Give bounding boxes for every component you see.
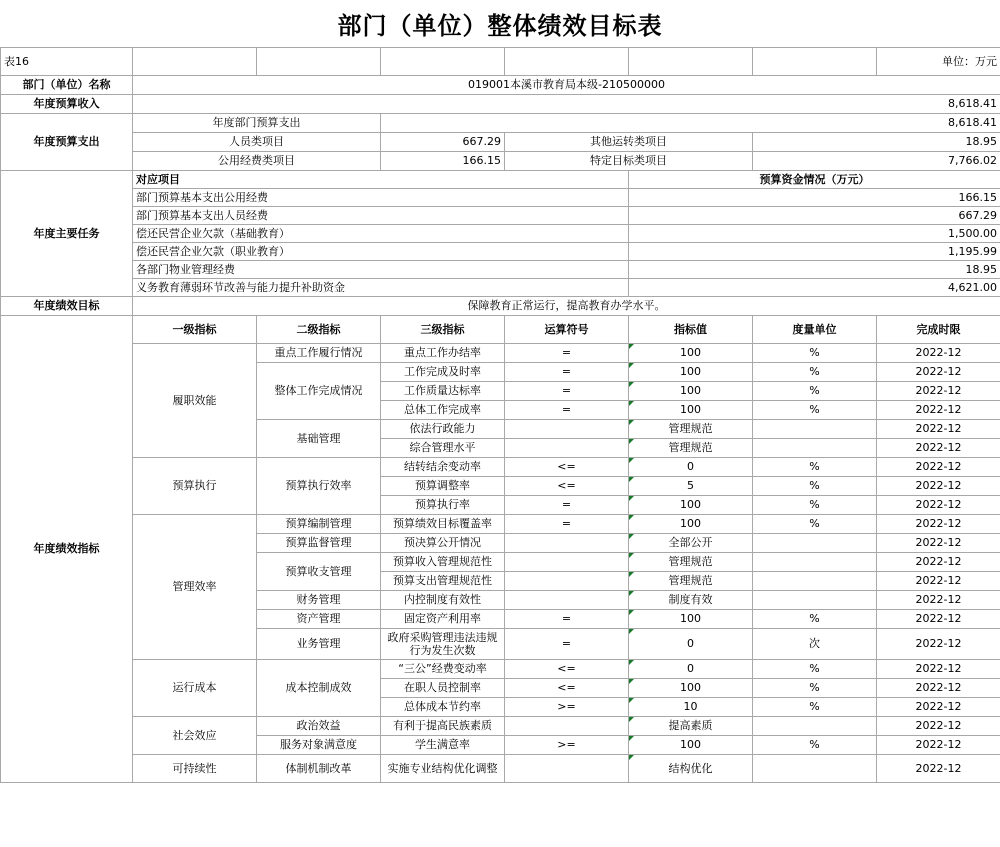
deadline-cell: 2022-12 — [877, 477, 1000, 496]
operator-cell: = — [505, 610, 629, 629]
operator-cell: = — [505, 401, 629, 420]
table-row — [1, 458, 1000, 477]
operator-cell — [505, 553, 629, 572]
level2-cell: 业务管理 — [257, 629, 381, 660]
level2-cell: 基础管理 — [257, 420, 381, 458]
unit-cell — [753, 717, 877, 736]
deadline-cell: 2022-12 — [877, 698, 1000, 717]
header-unit: 度量单位 — [753, 316, 877, 344]
unit-cell — [753, 439, 877, 458]
expense-personnel-row — [1, 133, 1000, 152]
level3-cell: 重点工作办结率 — [381, 344, 505, 363]
unit-cell: % — [753, 610, 877, 629]
tasks-col-fund: 预算资金情况（万元） — [629, 171, 1000, 189]
task-amount: 4,621.00 — [629, 279, 1000, 297]
level1-cell: 可持续性 — [133, 755, 257, 783]
value-cell: 管理规范 — [629, 553, 753, 572]
operator-cell: = — [505, 344, 629, 363]
task-name: 各部门物业管理经费 — [133, 261, 629, 279]
value-cell: 管理规范 — [629, 572, 753, 591]
operator-cell — [505, 755, 629, 783]
level3-cell: 工作质量达标率 — [381, 382, 505, 401]
table-row — [1, 344, 1000, 363]
unit-cell — [753, 755, 877, 783]
value-cell: 0 — [629, 660, 753, 679]
special-value: 7,766.02 — [753, 152, 1000, 171]
task-row — [1, 243, 1000, 261]
value-cell: 100 — [629, 344, 753, 363]
goal-row — [1, 297, 1000, 316]
other-value: 18.95 — [753, 133, 1000, 152]
level3-cell: 在职人员控制率 — [381, 679, 505, 698]
unit-label: 单位：万元 — [877, 48, 1000, 76]
deadline-cell: 2022-12 — [877, 420, 1000, 439]
dept-row — [1, 76, 1000, 95]
deadline-cell: 2022-12 — [877, 382, 1000, 401]
unit-cell: % — [753, 458, 877, 477]
operator-cell — [505, 572, 629, 591]
unit-cell: % — [753, 382, 877, 401]
value-cell: 5 — [629, 477, 753, 496]
level3-cell: 预算绩效目标覆盖率 — [381, 515, 505, 534]
level3-cell: 预算执行率 — [381, 496, 505, 515]
value-cell: 100 — [629, 515, 753, 534]
task-amount: 667.29 — [629, 207, 1000, 225]
value-cell: 100 — [629, 679, 753, 698]
operator-cell: <= — [505, 660, 629, 679]
table-row — [1, 515, 1000, 534]
other-label: 其他运转类项目 — [505, 133, 753, 152]
task-amount: 1,195.99 — [629, 243, 1000, 261]
info-row — [1, 48, 1000, 76]
deadline-cell: 2022-12 — [877, 401, 1000, 420]
operator-cell: = — [505, 363, 629, 382]
level3-cell: 学生满意率 — [381, 736, 505, 755]
task-row — [1, 261, 1000, 279]
level3-cell: 总体工作完成率 — [381, 401, 505, 420]
level2-cell: 整体工作完成情况 — [257, 363, 381, 420]
value-cell: 100 — [629, 736, 753, 755]
level3-cell: 实施专业结构优化调整 — [381, 755, 505, 783]
deadline-cell: 2022-12 — [877, 344, 1000, 363]
level3-cell: 结转结余变动率 — [381, 458, 505, 477]
level3-cell: 预算支出管理规范性 — [381, 572, 505, 591]
deadline-cell: 2022-12 — [877, 553, 1000, 572]
tasks-col-item: 对应项目 — [133, 171, 629, 189]
level2-cell: 服务对象满意度 — [257, 736, 381, 755]
table-row — [1, 755, 1000, 783]
level1-cell: 管理效率 — [133, 515, 257, 660]
page-title: 部门（单位）整体绩效目标表 — [337, 12, 663, 40]
level3-cell: 内控制度有效性 — [381, 591, 505, 610]
task-name: 义务教育薄弱环节改善与能力提升补助资金 — [133, 279, 629, 297]
unit-cell: % — [753, 679, 877, 698]
level2-cell: 政治效益 — [257, 717, 381, 736]
deadline-cell: 2022-12 — [877, 496, 1000, 515]
public-label: 公用经费类项目 — [133, 152, 381, 171]
unit-cell: % — [753, 736, 877, 755]
expense-public-row — [1, 152, 1000, 171]
task-name: 部门预算基本支出人员经费 — [133, 207, 629, 225]
operator-cell: = — [505, 629, 629, 660]
operator-cell: >= — [505, 698, 629, 717]
value-cell: 管理规范 — [629, 439, 753, 458]
level2-cell: 预算收支管理 — [257, 553, 381, 591]
deadline-cell: 2022-12 — [877, 572, 1000, 591]
level3-cell: 预决算公开情况 — [381, 534, 505, 553]
income-value: 8,618.41 — [133, 95, 1000, 114]
level2-cell: 预算执行效率 — [257, 458, 381, 515]
value-cell: 制度有效 — [629, 591, 753, 610]
income-label: 年度预算收入 — [1, 95, 133, 114]
level3-cell: 工作完成及时率 — [381, 363, 505, 382]
operator-cell: = — [505, 382, 629, 401]
level2-cell: 成本控制成效 — [257, 660, 381, 717]
value-cell: 全部公开 — [629, 534, 753, 553]
task-name: 偿还民营企业欠款（基础教育） — [133, 225, 629, 243]
value-cell: 100 — [629, 401, 753, 420]
expense-total-row — [1, 114, 1000, 133]
level1-cell: 社会效应 — [133, 717, 257, 755]
goal-value: 保障教育正常运行，提高教育办学水平。 — [133, 297, 1000, 316]
level1-cell: 预算执行 — [133, 458, 257, 515]
special-label: 特定目标类项目 — [505, 152, 753, 171]
value-cell: 0 — [629, 629, 753, 660]
income-row — [1, 95, 1000, 114]
operator-cell — [505, 420, 629, 439]
value-cell: 100 — [629, 363, 753, 382]
header-level3: 三级指标 — [381, 316, 505, 344]
level3-cell: 综合管理水平 — [381, 439, 505, 458]
header-level2: 二级指标 — [257, 316, 381, 344]
unit-cell — [753, 420, 877, 439]
unit-cell — [753, 591, 877, 610]
header-value: 指标值 — [629, 316, 753, 344]
deadline-cell: 2022-12 — [877, 736, 1000, 755]
indicators-label: 年度绩效指标 — [1, 316, 133, 783]
expense-total-value: 8,618.41 — [381, 114, 1000, 133]
operator-cell — [505, 591, 629, 610]
performance-table — [0, 47, 1000, 783]
unit-cell: % — [753, 660, 877, 679]
task-name: 部门预算基本支出公用经费 — [133, 189, 629, 207]
level3-cell: 固定资产利用率 — [381, 610, 505, 629]
unit-cell — [753, 572, 877, 591]
value-cell: 100 — [629, 382, 753, 401]
unit-cell: % — [753, 496, 877, 515]
unit-cell: % — [753, 401, 877, 420]
tasks-label: 年度主要任务 — [1, 171, 133, 297]
operator-cell — [505, 534, 629, 553]
unit-cell: % — [753, 698, 877, 717]
personnel-label: 人员类项目 — [133, 133, 381, 152]
unit-cell: % — [753, 363, 877, 382]
level3-cell: 政府采购管理违法违规行为发生次数 — [381, 629, 505, 660]
task-row — [1, 225, 1000, 243]
unit-cell: % — [753, 477, 877, 496]
deadline-cell: 2022-12 — [877, 458, 1000, 477]
expense-label: 年度预算支出 — [1, 114, 133, 171]
value-cell: 结构优化 — [629, 755, 753, 783]
task-amount: 1,500.00 — [629, 225, 1000, 243]
task-amount: 18.95 — [629, 261, 1000, 279]
header-level1: 一级指标 — [133, 316, 257, 344]
value-cell: 0 — [629, 458, 753, 477]
header-operator: 运算符号 — [505, 316, 629, 344]
level1-cell: 运行成本 — [133, 660, 257, 717]
value-cell: 提高素质 — [629, 717, 753, 736]
task-row — [1, 207, 1000, 225]
operator-cell: <= — [505, 679, 629, 698]
task-row — [1, 279, 1000, 297]
deadline-cell: 2022-12 — [877, 755, 1000, 783]
operator-cell: = — [505, 496, 629, 515]
level3-cell: 依法行政能力 — [381, 420, 505, 439]
level3-cell: “三公”经费变动率 — [381, 660, 505, 679]
level2-cell: 体制机制改革 — [257, 755, 381, 783]
level3-cell: 预算调整率 — [381, 477, 505, 496]
value-cell: 100 — [629, 610, 753, 629]
deadline-cell: 2022-12 — [877, 591, 1000, 610]
deadline-cell: 2022-12 — [877, 717, 1000, 736]
header-deadline: 完成时限 — [877, 316, 1000, 344]
unit-cell — [753, 534, 877, 553]
unit-cell: % — [753, 515, 877, 534]
deadline-cell: 2022-12 — [877, 679, 1000, 698]
level2-cell: 资产管理 — [257, 610, 381, 629]
unit-cell — [753, 553, 877, 572]
level2-cell: 重点工作履行情况 — [257, 344, 381, 363]
deadline-cell: 2022-12 — [877, 534, 1000, 553]
value-cell: 10 — [629, 698, 753, 717]
operator-cell: <= — [505, 477, 629, 496]
tasks-header-row — [1, 171, 1000, 189]
value-cell: 100 — [629, 496, 753, 515]
level2-cell: 预算编制管理 — [257, 515, 381, 534]
table-row — [1, 717, 1000, 736]
operator-cell: >= — [505, 736, 629, 755]
table-number: 表16 — [1, 48, 133, 76]
operator-cell — [505, 439, 629, 458]
unit-cell: % — [753, 344, 877, 363]
task-amount: 166.15 — [629, 189, 1000, 207]
operator-cell: <= — [505, 458, 629, 477]
table-row — [1, 660, 1000, 679]
dept-label: 部门（单位）名称 — [1, 76, 133, 95]
deadline-cell: 2022-12 — [877, 363, 1000, 382]
level3-cell: 预算收入管理规范性 — [381, 553, 505, 572]
indicators-header-row — [1, 316, 1000, 344]
level3-cell: 有利于提高民族素质 — [381, 717, 505, 736]
goal-label: 年度绩效目标 — [1, 297, 133, 316]
operator-cell — [505, 717, 629, 736]
unit-cell: 次 — [753, 629, 877, 660]
dept-value: 019001本溪市教育局本级-210500000 — [133, 76, 1000, 95]
operator-cell: = — [505, 515, 629, 534]
deadline-cell: 2022-12 — [877, 515, 1000, 534]
public-value: 166.15 — [381, 152, 505, 171]
deadline-cell: 2022-12 — [877, 439, 1000, 458]
deadline-cell: 2022-12 — [877, 660, 1000, 679]
level2-cell: 财务管理 — [257, 591, 381, 610]
level1-cell: 履职效能 — [133, 344, 257, 458]
deadline-cell: 2022-12 — [877, 629, 1000, 660]
task-name: 偿还民营企业欠款（职业教育） — [133, 243, 629, 261]
level2-cell: 预算监督管理 — [257, 534, 381, 553]
task-row — [1, 189, 1000, 207]
level3-cell: 总体成本节约率 — [381, 698, 505, 717]
deadline-cell: 2022-12 — [877, 610, 1000, 629]
value-cell: 管理规范 — [629, 420, 753, 439]
expense-total-label: 年度部门预算支出 — [133, 114, 381, 133]
personnel-value: 667.29 — [381, 133, 505, 152]
